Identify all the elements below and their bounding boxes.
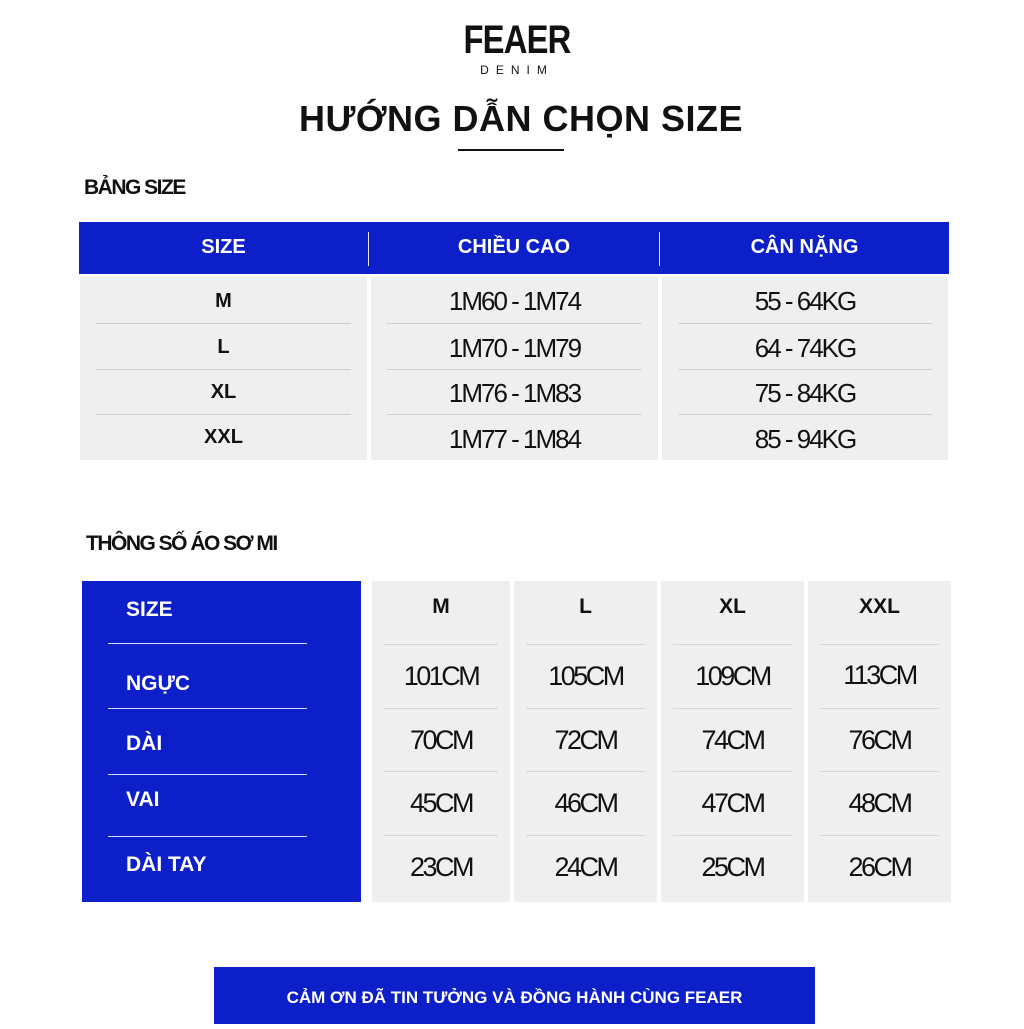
table-cell: 85 - 94KG bbox=[754, 424, 856, 454]
table-cell: 47CM bbox=[701, 788, 764, 818]
row-divider bbox=[820, 708, 939, 709]
header-size: SIZE bbox=[201, 236, 246, 258]
table-cell: 1M77 - 1M84 bbox=[448, 424, 581, 454]
table-cell: 76CM bbox=[848, 725, 911, 755]
table-cell: 109CM bbox=[695, 661, 770, 691]
table-cell: 25CM bbox=[701, 852, 764, 882]
row-divider bbox=[526, 835, 645, 836]
row-divider bbox=[108, 708, 307, 709]
shirt-column-l bbox=[514, 581, 657, 902]
row-divider bbox=[384, 644, 498, 645]
table-cell: 74CM bbox=[701, 725, 764, 755]
row-label-chest: NGỰC bbox=[126, 672, 191, 695]
table-cell: 1M70 - 1M79 bbox=[448, 333, 581, 363]
row-divider bbox=[526, 708, 645, 709]
table-cell: 48CM bbox=[848, 788, 911, 818]
row-divider bbox=[820, 835, 939, 836]
table-cell: 24CM bbox=[554, 852, 617, 882]
row-divider bbox=[384, 708, 498, 709]
row-divider bbox=[387, 323, 642, 324]
row-divider bbox=[678, 414, 932, 415]
row-divider bbox=[387, 414, 642, 415]
shirt-row-labels bbox=[82, 581, 361, 902]
row-divider bbox=[820, 644, 939, 645]
table-cell: 46CM bbox=[554, 788, 617, 818]
brand-logo-sub: DENIM bbox=[480, 63, 554, 77]
table-cell: 26CM bbox=[848, 852, 911, 882]
row-divider bbox=[387, 369, 642, 370]
table-cell: L bbox=[217, 336, 230, 358]
title-divider bbox=[458, 149, 564, 151]
footer-banner: CẢM ƠN ĐÃ TIN TƯỞNG VÀ ĐỒNG HÀNH CÙNG FEAER bbox=[214, 967, 815, 1024]
row-divider bbox=[673, 644, 792, 645]
table-cell: M bbox=[215, 290, 232, 312]
row-divider bbox=[673, 771, 792, 772]
row-divider bbox=[108, 836, 307, 837]
column-size: XXL bbox=[859, 595, 900, 618]
row-divider bbox=[96, 369, 351, 370]
row-divider bbox=[526, 644, 645, 645]
row-divider bbox=[108, 774, 307, 775]
row-divider bbox=[384, 835, 498, 836]
row-divider bbox=[673, 708, 792, 709]
row-label-shoulder: VAI bbox=[126, 788, 160, 811]
column-size: XL bbox=[719, 595, 746, 618]
row-label-sleeve: DÀI TAY bbox=[126, 853, 207, 876]
table-cell: 55 - 64KG bbox=[754, 286, 856, 316]
row-divider bbox=[678, 369, 932, 370]
size-table-header bbox=[79, 222, 949, 274]
table-cell: 45CM bbox=[409, 788, 473, 818]
row-label-size: SIZE bbox=[126, 598, 173, 621]
header-weight: CÂN NẶNG bbox=[750, 236, 859, 258]
size-table-title: BẢNG SIZE bbox=[84, 176, 185, 199]
weight-column bbox=[662, 277, 948, 460]
row-divider bbox=[384, 771, 498, 772]
column-size: M bbox=[432, 595, 450, 618]
row-divider bbox=[820, 771, 939, 772]
row-divider bbox=[108, 643, 307, 644]
row-divider bbox=[678, 323, 932, 324]
shirt-column-m bbox=[372, 581, 510, 902]
table-cell: 105CM bbox=[548, 661, 623, 691]
size-column bbox=[80, 277, 367, 460]
row-divider bbox=[96, 414, 351, 415]
table-cell: 1M60 - 1M74 bbox=[448, 286, 581, 316]
table-cell: 64 - 74KG bbox=[754, 333, 856, 363]
shirt-table-title: THÔNG SỐ ÁO SƠ MI bbox=[86, 532, 277, 555]
row-divider bbox=[96, 323, 351, 324]
row-label-length: DÀI bbox=[126, 732, 163, 755]
table-cell: XXL bbox=[204, 426, 243, 448]
table-cell: 72CM bbox=[554, 725, 617, 755]
table-cell: 1M76 - 1M83 bbox=[448, 378, 581, 408]
row-divider bbox=[673, 835, 792, 836]
shirt-column-xxl bbox=[808, 581, 951, 902]
table-cell: 70CM bbox=[409, 725, 473, 755]
height-column bbox=[371, 277, 658, 460]
table-cell: XL bbox=[210, 381, 237, 403]
row-divider bbox=[526, 771, 645, 772]
table-cell: 101CM bbox=[403, 661, 479, 691]
column-size: L bbox=[579, 595, 592, 618]
shirt-column-xl bbox=[661, 581, 804, 902]
header-height: CHIỀU CAO bbox=[457, 236, 571, 258]
brand-logo: FEAER bbox=[463, 18, 571, 62]
table-cell: 23CM bbox=[409, 852, 473, 882]
page-title: HƯỚNG DẪN CHỌN SIZE bbox=[298, 98, 744, 139]
table-cell: 113CM bbox=[843, 660, 916, 690]
table-cell: 75 - 84KG bbox=[754, 378, 856, 408]
